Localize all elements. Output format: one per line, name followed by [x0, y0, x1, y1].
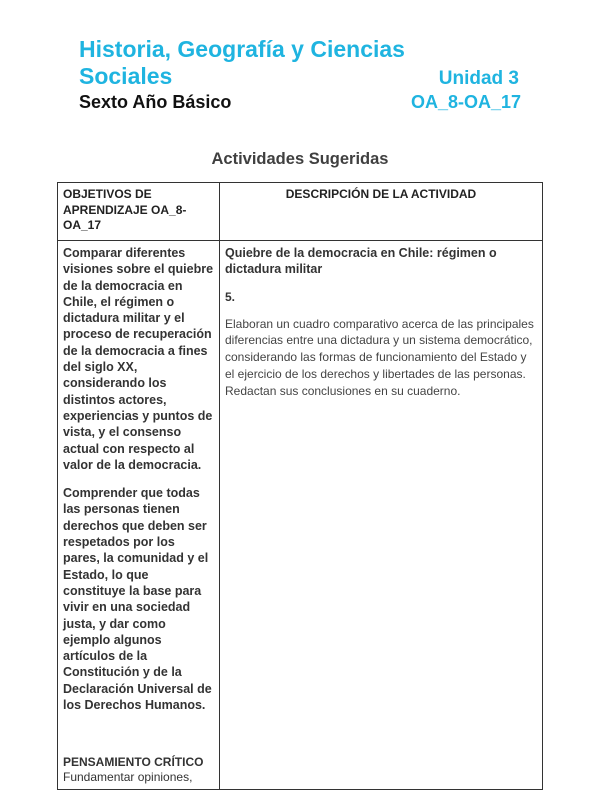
table-header-row — [58, 183, 543, 241]
objectives-header: OBJETIVOS DE APRENDIZAJE OA_8-OA_17 — [58, 183, 220, 241]
subject-row — [79, 63, 521, 90]
section-title: Actividades Sugeridas — [211, 150, 389, 168]
activity-cell — [220, 241, 543, 790]
objective-item: Comparar diferentes visiones sobre el quiebre de la democracia en Chile, el régimen o dictadura militar y el proceso de recuperación de la democracia a fines del siglo XX, considerando los distintos actores, experiencias y puntos de vista, y el consenso actual con respecto al valor de la democracia. — [63, 246, 214, 472]
subject-title-line1: Historia, Geografía y Ciencias — [79, 36, 405, 62]
table-row — [58, 241, 543, 790]
activity-description: Elaboran un cuadro comparativo acerca de las principales diferencias entre una dictadura y un sistema democrático, considerando las formas de funcionamiento del Estado y el ejercicio de los derechos y libertades de las personas. Redactan sus conclusiones en su cuaderno. — [225, 316, 534, 398]
grade-row — [79, 92, 521, 113]
unit-label: Unidad 3 — [438, 68, 519, 89]
objective-item: Comprender que todas las personas tienen derechos que deben ser respetados por los pares, la comunidad y el Estado, lo que constituye la base para vivir en una sociedad justa, y dar como ejemplo algunos artículos de la Constitución y de la Declaración Universal de los Derechos Humanos. — [63, 486, 212, 713]
objectives-cell — [58, 241, 220, 790]
skill-title: PENSAMIENTO CRÍTICO — [63, 755, 204, 770]
activity-title: Quiebre de la democracia en Chile: régimen o dictadura militar — [225, 246, 497, 277]
document-header — [79, 36, 521, 113]
oa-range-label: OA_8-OA_17 — [410, 92, 521, 112]
subject-title-line2: Sociales — [79, 63, 173, 89]
activities-table — [57, 182, 543, 790]
skill-text: Fundamentar opiniones, — [63, 770, 193, 785]
activity-number: 5. — [225, 289, 236, 304]
description-header: DESCRIPCIÓN DE LA ACTIVIDAD — [220, 183, 543, 241]
grade-label: Sexto Año Básico — [79, 92, 232, 112]
